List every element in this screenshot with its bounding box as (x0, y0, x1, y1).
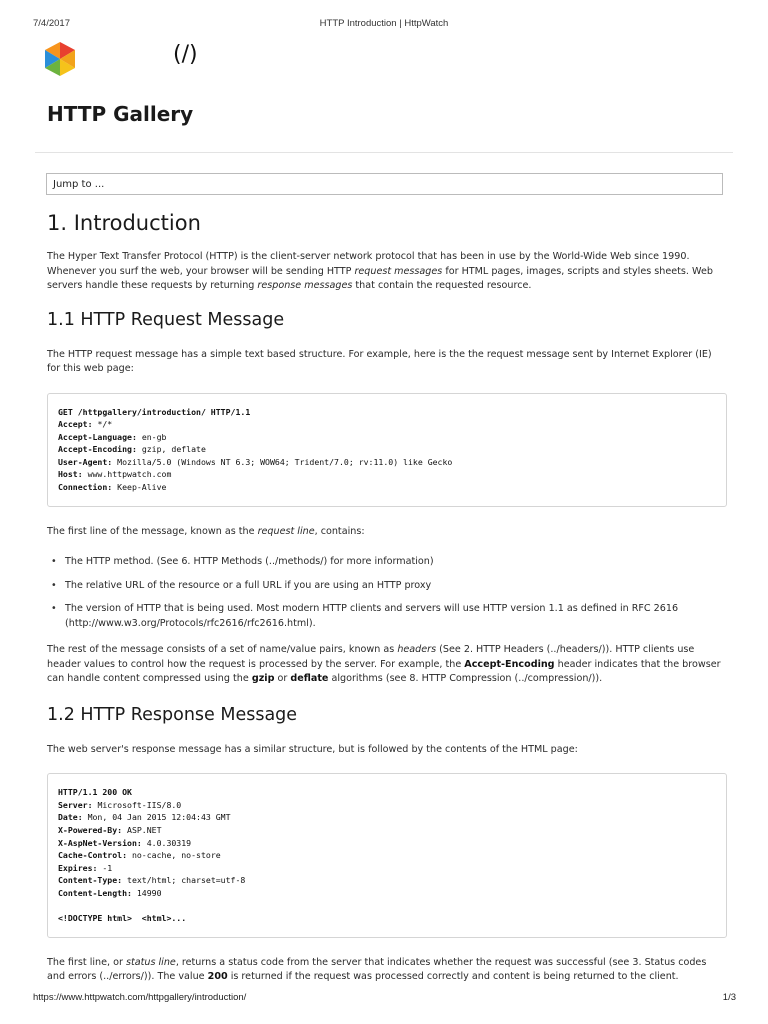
code-value: gzip, deflate (141, 444, 206, 455)
divider (35, 152, 733, 153)
code-key: <!DOCTYPE html> <html>... (58, 913, 187, 924)
code-value: Microsoft-IIS/8.0 (97, 799, 182, 810)
code-value: ASP.NET (127, 824, 162, 835)
code-key: Accept-Language: (58, 431, 142, 442)
print-title: HTTP Introduction | HttpWatch (319, 18, 449, 29)
request-code-line (58, 469, 171, 479)
list-item: • The HTTP method. (See 6. HTTP Methods (../methods/) for more information) (47, 555, 727, 570)
response-code-line (58, 825, 162, 835)
page-title: HTTP Gallery (47, 102, 194, 126)
print-header (0, 18, 768, 32)
code-key: Expires: (58, 862, 103, 873)
list-item: • The version of HTTP that is being used. Most modern HTTP clients and servers will use HTTP version 1.1 as defined in RFC 2616 (http://www.w3.org/Protocols/rfc2616/rfc2616.html). (47, 602, 727, 631)
jump-to-select[interactable]: Jump to ... (46, 173, 723, 195)
code-key: Accept-Encoding: (58, 444, 142, 455)
code-key: Cache-Control: (58, 850, 132, 861)
httpwatch-logo-icon[interactable] (42, 40, 78, 78)
code-value: Mon, 04 Jan 2015 12:04:43 GMT (87, 812, 231, 823)
intro-paragraph: The Hyper Text Transfer Protocol (HTTP) is the client-server network protocol that has been in use by the World-Wide Web since 1990. Whenever you surf the web, your browser will be sending HTTP request messages for HTML pages, images, scripts and styles sheets. Web servers handle these requests by returning response messages that contain the requested resource. (47, 251, 713, 291)
code-key: Server: (58, 799, 98, 810)
code-value: -1 (102, 862, 113, 873)
request-code-line (58, 419, 112, 429)
print-date: 7/4/2017 (33, 18, 70, 29)
section-heading-response: 1.2 HTTP Response Message (47, 704, 298, 725)
response-code-line (58, 812, 231, 822)
response-code-line (58, 850, 221, 860)
code-value: text/html; charset=utf-8 (127, 875, 246, 886)
page-number: 1/3 (722, 992, 736, 1003)
code-value: www.httpwatch.com (87, 469, 172, 480)
main-content (47, 208, 727, 985)
code-key: GET /httpgallery/introduction/ HTTP/1.1 (58, 406, 251, 417)
code-key: X-AspNet-Version: (58, 837, 147, 848)
print-url: https://www.httpwatch.com/httpgallery/introduction/ (33, 992, 247, 1003)
list-item: • The relative URL of the resource or a full URL if you are using an HTTP proxy (47, 579, 727, 594)
response-code-line (58, 787, 132, 797)
code-value: 4.0.30319 (146, 837, 192, 848)
code-value: en-gb (141, 431, 167, 442)
request-code-block (47, 393, 727, 507)
home-link[interactable]: (/) (173, 42, 198, 67)
section-heading-request: 1.1 HTTP Request Message (47, 309, 285, 330)
code-key: Accept: (58, 419, 98, 430)
code-key: User-Agent: (58, 456, 118, 467)
headers-paragraph: The rest of the message consists of a set of name/value pairs, known as headers (See 2. HTTP Headers (../headers/)). HTTP clients use header values to control how the request is processed by the server. For example, the Accept-Encoding header indicates that the browser can handle content compressed using the gzip or deflate algorithms (see 8. HTTP Compression (../compression/)). (47, 644, 721, 685)
status-line-paragraph: The first line, or status line, returns a status code from the server that indicates whether the request was successful (see 3. Status codes and errors (../errors/)). The value 200 is returned if the request was processed correctly and content is being returned to the client. (47, 956, 707, 983)
response-code-line (58, 875, 245, 885)
response-code-line (58, 888, 162, 898)
response-code-line (58, 800, 181, 810)
response-code-line (58, 838, 191, 848)
request-line-paragraph: The first line of the message, known as the request line, contains: (47, 525, 365, 537)
request-line-list (47, 555, 727, 631)
code-key: HTTP/1.1 200 OK (58, 787, 132, 798)
response-code-line (58, 863, 112, 873)
code-key: Content-Length: (58, 887, 137, 898)
code-value: Keep-Alive (117, 482, 167, 493)
request-paragraph: The HTTP request message has a simple text based structure. For example, here is the the request message sent by Internet Explorer (IE) for this web page: (47, 348, 712, 374)
request-code-line (58, 457, 452, 467)
code-value: no-cache, no-store (131, 850, 221, 861)
section-heading-introduction: 1. Introduction (47, 211, 201, 235)
code-key: X-Powered-By: (58, 824, 128, 835)
code-value: */* (97, 419, 113, 430)
request-code-line (58, 482, 166, 492)
request-code-line (58, 432, 166, 442)
response-paragraph: The web server's response message has a similar structure, but is followed by the contents of the HTML page: (47, 743, 578, 755)
code-key: Date: (58, 812, 88, 823)
code-key: Content-Type: (58, 875, 128, 886)
code-value: 14990 (136, 887, 162, 898)
response-code-line (58, 913, 186, 923)
code-key: Host: (58, 469, 88, 480)
request-code-line (58, 407, 250, 417)
code-value: Mozilla/5.0 (Windows NT 6.3; WOW64; Trident/7.0; rv:11.0) like Gecko (117, 456, 453, 467)
response-code-block (47, 773, 727, 938)
request-code-line (58, 444, 206, 454)
code-key: Connection: (58, 482, 118, 493)
